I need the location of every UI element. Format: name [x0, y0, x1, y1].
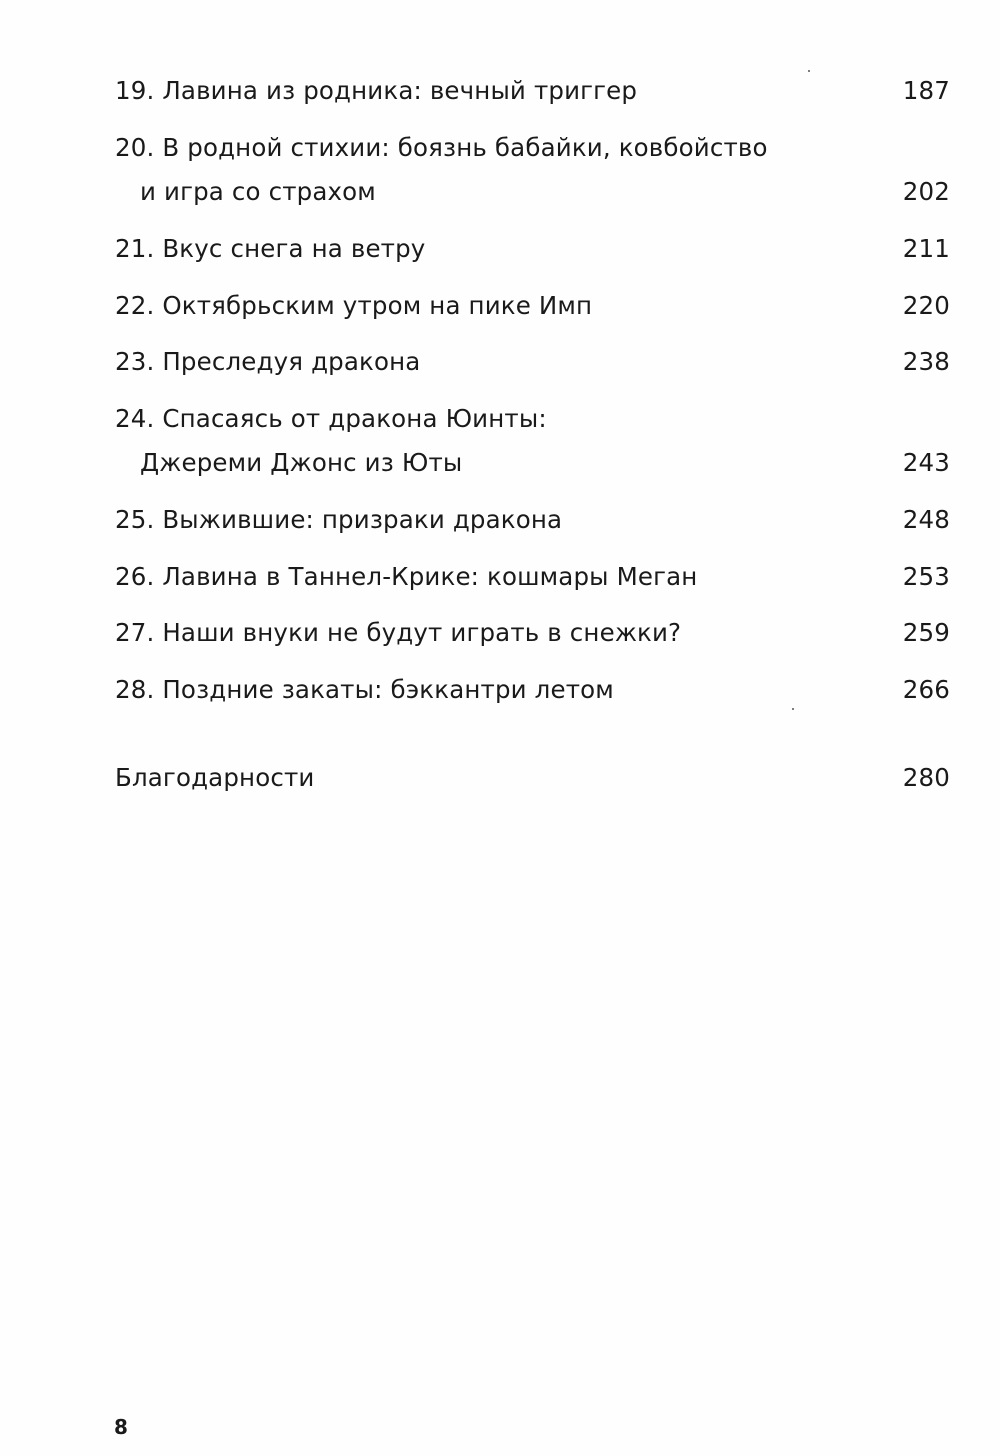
- toc-entry-page: 248: [902, 505, 950, 534]
- toc-entry-title: 20. В родной стихии: боязнь бабайки, ковбойство: [115, 133, 768, 162]
- toc-entry-page: 259: [902, 618, 950, 647]
- toc-entry-title: Благодарности: [115, 763, 315, 792]
- toc-entry-22: [115, 286, 950, 326]
- toc-entry-page: 243: [902, 448, 950, 477]
- toc-entry-title: и игра со страхом: [140, 177, 376, 206]
- toc-entry-acknowledgements: [115, 758, 950, 798]
- toc-entry-page: 211: [902, 234, 950, 263]
- toc-entry-page: 266: [902, 675, 950, 704]
- toc-entry-page: 220: [902, 291, 950, 320]
- toc-entry-21: [115, 229, 950, 269]
- toc-entry-19: [115, 71, 950, 111]
- toc-entry-title: 23. Преследуя дракона: [115, 347, 421, 376]
- toc-entry-title: 28. Поздние закаты: бэккантри летом: [115, 675, 614, 704]
- toc-entry-24-continuation: [115, 443, 950, 483]
- toc-entry-title: Джереми Джонс из Юты: [140, 448, 463, 477]
- toc-entry-page: 238: [902, 347, 950, 376]
- toc-entry-27: [115, 613, 950, 653]
- toc-entry-page: 253: [902, 562, 950, 591]
- toc-entry-title: 25. Выжившие: призраки дракона: [115, 505, 563, 534]
- toc-entry-24: [115, 399, 950, 439]
- toc-entry-title: 21. Вкус снега на ветру: [115, 234, 426, 263]
- toc-entry-25: [115, 500, 950, 540]
- toc-entry-page: 280: [902, 763, 950, 792]
- toc-entry-20: [115, 128, 950, 168]
- page-number: 8: [114, 1415, 128, 1439]
- toc-entry-26: [115, 557, 950, 597]
- toc-entry-title: 27. Наши внуки не будут играть в снежки?: [115, 618, 682, 647]
- toc-entry-title: 19. Лавина из родника: вечный триггер: [115, 76, 638, 105]
- toc-entry-page: 202: [902, 177, 950, 206]
- toc-entry-page: 187: [902, 76, 950, 105]
- toc-entry-23: [115, 342, 950, 382]
- toc-entry-title: 24. Спасаясь от дракона Юинты:: [115, 404, 547, 433]
- toc-entry-title: 26. Лавина в Таннел-Крике: кошмары Меган: [115, 562, 698, 591]
- scan-speck: [792, 708, 794, 710]
- scan-speck: [808, 70, 810, 72]
- toc-entry-28: [115, 670, 950, 710]
- toc-entry-title: 22. Октябрьским утром на пике Имп: [115, 291, 593, 320]
- toc-entry-20-continuation: [115, 172, 950, 212]
